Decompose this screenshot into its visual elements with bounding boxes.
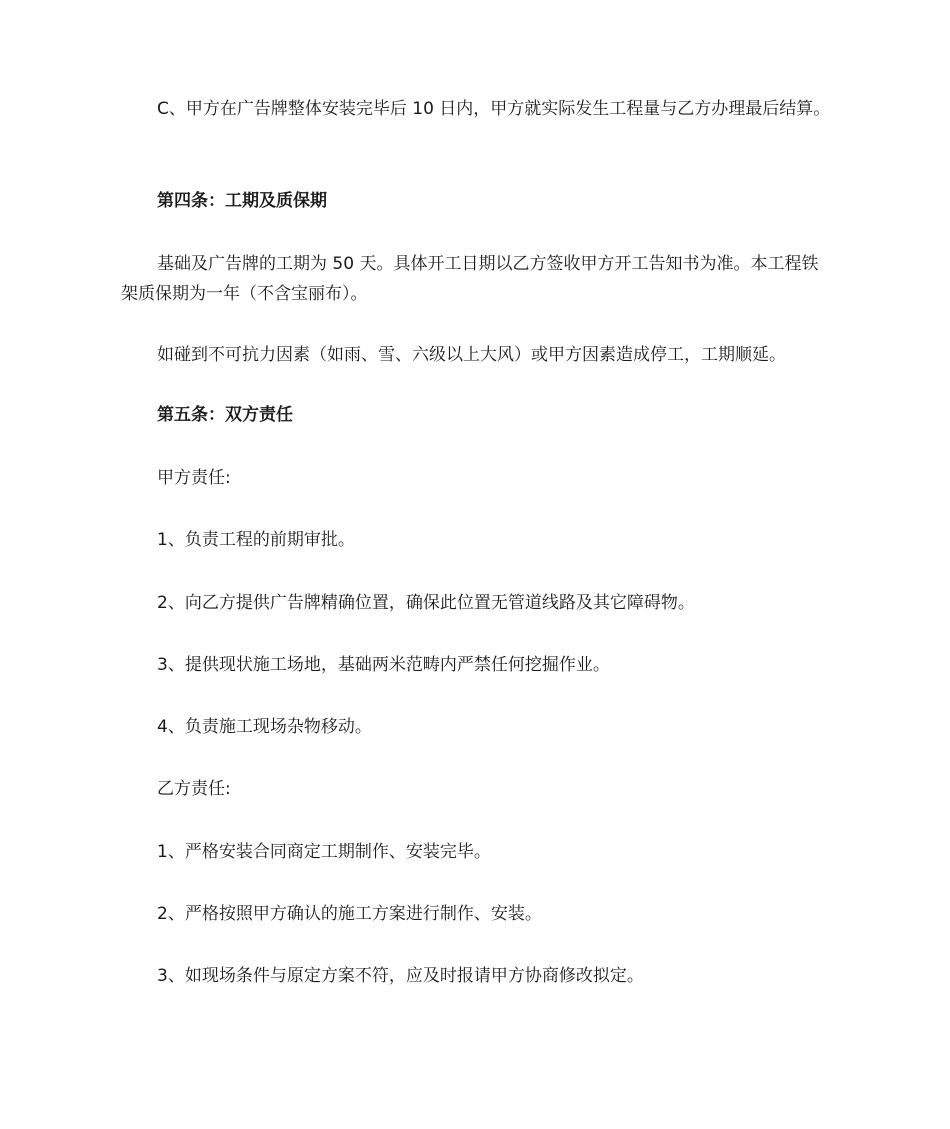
party-a-item-2: 2、向乙方提供广告牌精确位置，确保此位置无管道线路及其它障碍物。 bbox=[157, 593, 695, 613]
clause-c-paragraph: C、甲方在广告牌整体安装完毕后 10 日内，甲方就实际发生工程量与乙方办理最后结算。 bbox=[157, 99, 831, 119]
article-4-title: 第四条：工期及质保期 bbox=[157, 191, 327, 211]
party-a-item-1: 1、负责工程的前期审批。 bbox=[157, 530, 355, 550]
article-4-paragraph-2: 如碰到不可抗力因素（如雨、雪、六级以上大风）或甲方因素造成停工，工期顺延。 bbox=[157, 345, 786, 365]
party-a-item-4: 4、负责施工现场杂物移动。 bbox=[157, 717, 372, 737]
article-5-title: 第五条：双方责任 bbox=[157, 405, 293, 425]
party-a-item-3: 3、提供现状施工场地，基础两米范畴内严禁任何挖掘作业。 bbox=[157, 655, 610, 675]
party-b-item-3: 3、如现场条件与原定方案不符，应及时报请甲方协商修改拟定。 bbox=[157, 966, 644, 986]
article-4-paragraph-1: 基础及广告牌的工期为 50 天。具体开工日期以乙方签收甲方开工告知书为准。本工程铁架质保期为一年（不含宝丽布）。 bbox=[121, 254, 819, 304]
party-b-item-2: 2、严格按照甲方确认的施工方案进行制作、安装。 bbox=[157, 904, 542, 924]
party-b-item-1: 1、严格安装合同商定工期制作、安装完毕。 bbox=[157, 842, 491, 862]
party-b-heading: 乙方责任: bbox=[157, 779, 231, 799]
party-a-heading: 甲方责任: bbox=[157, 468, 231, 488]
